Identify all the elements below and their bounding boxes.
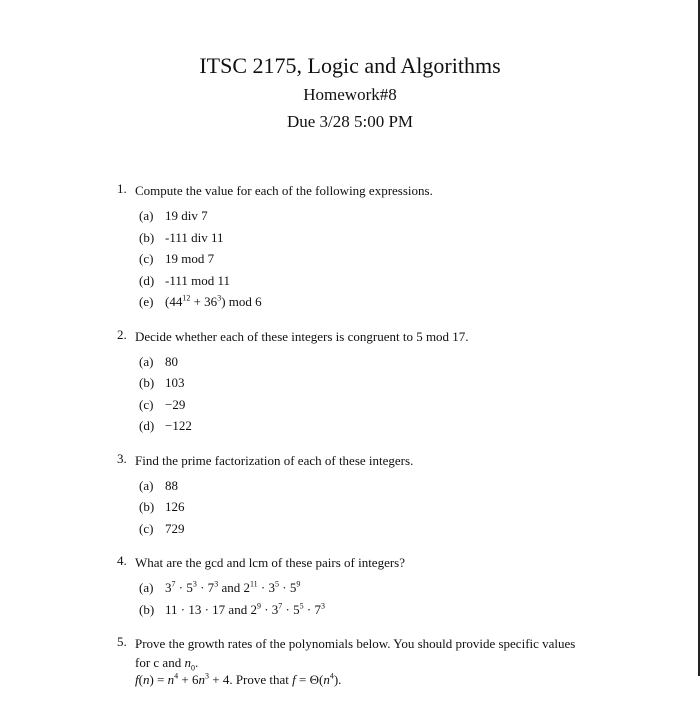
part-label: (d)	[139, 418, 155, 433]
problem-1	[117, 181, 637, 313]
problem-number: 4.	[117, 553, 127, 568]
part-expression: $3^7 \cdot 5^3 \cdot 7^3$ and $2^{11} \cdot 3^5 \cdot 5^9$	[165, 579, 301, 595]
problem-part	[139, 291, 637, 313]
problem-part	[139, 372, 637, 394]
problem-5	[117, 634, 637, 688]
part-text: 19 mod 7	[165, 251, 215, 266]
problem-part	[139, 351, 637, 373]
part-label: (b)	[139, 375, 155, 390]
part-label: (b)	[139, 499, 155, 514]
problem-text: Find the prime factorization of each of these integers.	[135, 452, 414, 468]
problem-part	[139, 577, 637, 599]
part-text: -111 mod 11	[165, 272, 230, 288]
problem-number: 1.	[117, 181, 127, 196]
part-text: 88	[165, 477, 178, 493]
document-title: ITSC 2175, Logic and Algorithms	[199, 53, 501, 78]
problem-part	[139, 248, 637, 270]
part-label: (c)	[139, 251, 154, 266]
part-text: 729	[165, 520, 185, 536]
part-label: (b)	[139, 601, 155, 617]
problem-parts	[139, 577, 637, 620]
problem-parts	[139, 205, 637, 313]
part-label: (a)	[139, 580, 154, 595]
problem-part	[139, 496, 637, 518]
problem-part	[139, 518, 637, 540]
part-label: (e)	[139, 294, 154, 309]
homework-number: Homework#8	[303, 85, 397, 104]
problem-4	[117, 553, 637, 620]
part-label: (a)	[139, 477, 154, 493]
part-text: 80	[165, 353, 178, 369]
document-header	[0, 52, 700, 134]
part-text: 19 div 7	[165, 208, 208, 223]
problem-number: 2.	[117, 326, 127, 342]
part-text: -111 div 11	[165, 229, 224, 245]
problem-part	[139, 270, 637, 292]
problem-list	[117, 181, 637, 702]
problem-part	[139, 599, 637, 621]
problem-text: Compute the value for each of the following expressions.	[135, 183, 433, 198]
problem-part	[139, 415, 637, 437]
part-expression: $(44^{12} + 36^3)$ mod 6	[165, 293, 262, 309]
part-label: (a)	[139, 353, 154, 369]
problem-text: What are the gcd and lcm of these pairs of integers?	[135, 555, 405, 570]
problem-3	[117, 451, 637, 540]
problem-text: Decide whether each of these integers is congruent to 5 mod 17.	[135, 328, 469, 344]
part-label: (c)	[139, 520, 154, 536]
problem-part	[139, 394, 637, 416]
problem-number: 5.	[117, 634, 127, 649]
problem-part	[139, 227, 637, 249]
problem-part	[139, 205, 637, 227]
part-label: (c)	[139, 396, 154, 412]
part-text: −29	[165, 396, 186, 412]
part-label: (d)	[139, 272, 155, 288]
part-text: −122	[165, 418, 192, 433]
problem-text-line2: for c and $n_0$.	[135, 655, 199, 673]
problem-number: 3.	[117, 450, 127, 466]
part-label: (a)	[139, 208, 154, 223]
part-label: (b)	[139, 229, 155, 245]
due-date: Due 3/28 5:00 PM	[286, 112, 414, 131]
problem-2	[117, 327, 637, 437]
part-text: 126	[165, 499, 185, 514]
problem-parts	[139, 475, 637, 540]
problem-formula: $f(n) = n^4 + 6n^3 + 4$. Prove that $f = \Theta(n^4)$.	[135, 671, 342, 687]
problem-parts	[139, 351, 637, 437]
problem-part	[139, 475, 637, 497]
part-text: 103	[165, 375, 185, 390]
part-expression: 11 · 13 · 17 and $2^9 \cdot 3^7 \cdot 5^5 \cdot 7^3$	[165, 601, 325, 617]
problem-text: Prove the growth rates of the polynomials below. You should provide specific values	[135, 636, 576, 651]
